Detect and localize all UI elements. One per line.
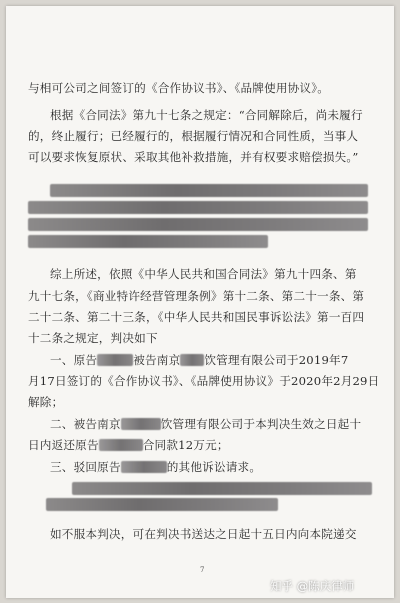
- judgment-item-1: [50, 352, 348, 368]
- redaction-bar: [28, 218, 368, 231]
- redaction-bar: [50, 184, 368, 197]
- redaction-bar: [28, 235, 268, 248]
- text-line-7: 二十二条、第二十三条，《中华人民共和国民事诉讼法》第一百四: [28, 310, 365, 324]
- text-line-11: 解除；: [28, 395, 64, 409]
- watermark-text: 知乎 @陈庆律师: [270, 579, 355, 593]
- inline-redaction: [180, 354, 204, 366]
- inline-redaction: [99, 439, 143, 451]
- item2-cont-a: 日内返还原告: [28, 438, 99, 452]
- text-line-1: 与相可公司之间签订的《合作协议书》、《品牌使用协议》。: [28, 81, 330, 95]
- text-line-3: 的，终止履行；已经履行的，根据履行情况和合同性质，当事人: [28, 129, 359, 143]
- judgment-item-2: [50, 416, 361, 432]
- inline-redaction: [121, 418, 161, 430]
- inline-redaction: [97, 354, 133, 366]
- judgment-item-2-cont: [28, 437, 229, 453]
- item1-rest: 饮管理有限公司于2019年7: [204, 353, 349, 367]
- item3-rest: 的其他诉讼请求。: [166, 460, 262, 474]
- item1-mid: 被告南京: [133, 353, 181, 367]
- text-line-2: 根据《合同法》第九十七条之规定：“合同解除后，尚未履行: [50, 108, 363, 122]
- document-page: [6, 6, 394, 598]
- item1-prefix: 一、原告: [50, 353, 98, 367]
- text-line-10: 月17日签订的《合作协议书》、《品牌使用协议》于2020年2月29日: [28, 374, 380, 388]
- text-line-4: 可以要求恢复原状、采取其他补救措施，并有权要求赔偿损失。”: [28, 150, 359, 164]
- item2-prefix: 二、被告南京: [50, 417, 121, 431]
- text-line-16: 如不服本判决，可在判决书送达之日起十五日内向本院递交: [50, 527, 357, 541]
- redaction-bar: [46, 498, 278, 511]
- text-line-5: 综上所述，依照《中华人民共和国合同法》第九十四条、第: [50, 267, 357, 281]
- redaction-bar: [72, 482, 372, 495]
- text-line-8: 十二条之规定，判决如下: [28, 331, 158, 345]
- item2-cont-b: 合同款12万元；: [142, 438, 229, 452]
- item2-rest: 饮管理有限公司于本判决生效之日起十: [160, 417, 362, 431]
- redaction-bar: [28, 201, 368, 214]
- text-line-6: 九十七条，《商业特许经营管理条例》第十二条、第二十一条、第: [28, 289, 365, 303]
- page-number: 7: [200, 566, 205, 574]
- item3-prefix: 三、驳回原告: [50, 460, 121, 474]
